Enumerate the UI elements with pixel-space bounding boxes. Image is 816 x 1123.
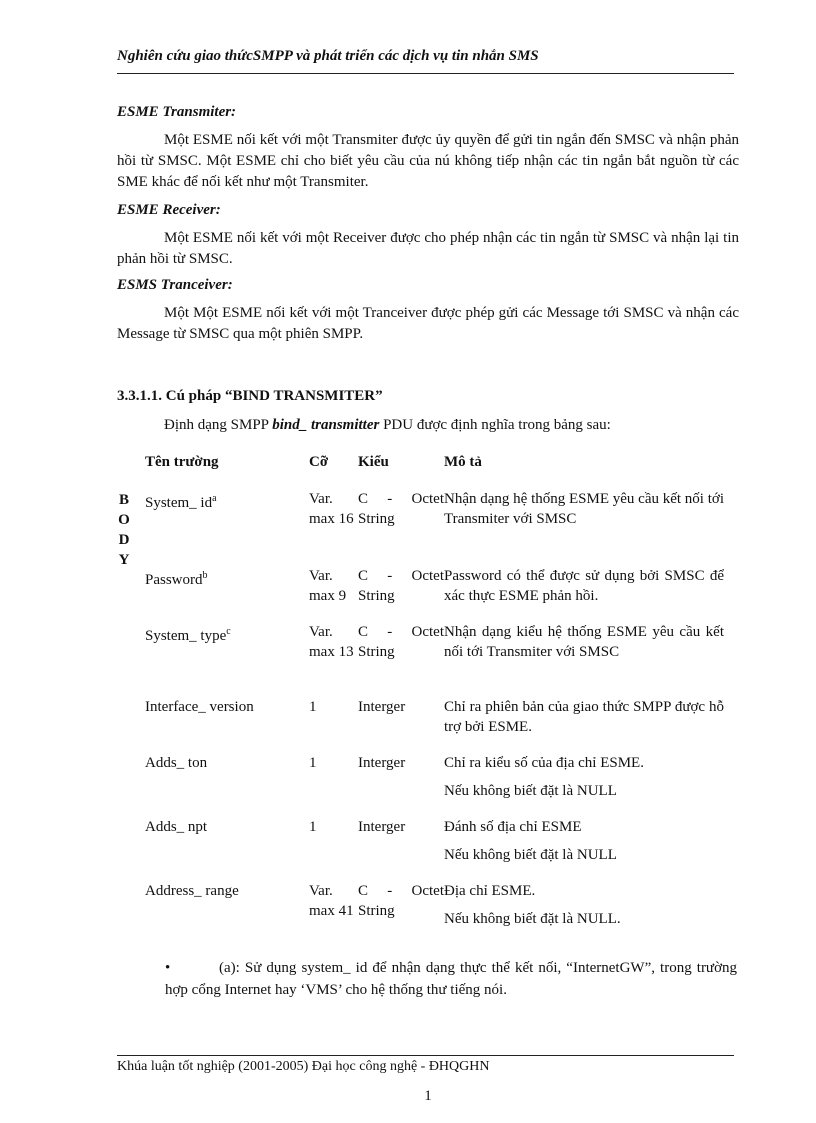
field-size: 1 xyxy=(309,819,317,835)
intro-after: PDU được định nghĩa trong bảng sau: xyxy=(379,417,611,433)
description-line: Nếu không biết đặt là NULL xyxy=(444,783,617,799)
field-size: 1 xyxy=(309,699,317,715)
field-description xyxy=(444,817,724,865)
body-letter: D xyxy=(118,532,130,548)
intro-pdu-name: bind_ transmitter xyxy=(272,417,380,433)
description-line: Nhận dạng hệ thống ESME yêu cầu kết nối tới Transmiter với SMSC xyxy=(444,491,724,527)
field-name-text: Adds_ npt xyxy=(145,819,208,835)
description-line: Chỉ ra phiên bản của giao thức SMPP được hỗ trợ bởi ESME. xyxy=(444,699,724,735)
footer-rule xyxy=(117,1055,734,1056)
col-header-type: Kiểu xyxy=(358,454,389,470)
page-number: 1 xyxy=(424,1088,432,1104)
field-type: Interger xyxy=(358,755,406,771)
col-header-desc: Mô tả xyxy=(444,454,482,470)
field-name-text: Interface_ version xyxy=(145,699,254,715)
field-name-text: System_ type xyxy=(145,628,227,644)
section-heading-tranceiver: ESMS Tranceiver: xyxy=(117,277,233,293)
intro-before: Định dạng SMPP xyxy=(164,417,273,433)
body-vertical-label xyxy=(117,490,131,570)
field-type: C - Octet String xyxy=(358,568,444,604)
field-name xyxy=(145,697,305,717)
field-description xyxy=(444,566,724,606)
section-heading-receiver: ESME Receiver: xyxy=(117,202,221,218)
field-name-text: Adds_ ton xyxy=(145,755,208,771)
field-description xyxy=(444,753,724,801)
body-letter: O xyxy=(118,512,130,528)
field-size: 1 xyxy=(309,755,317,771)
description-line: Nhận dạng kiểu hệ thống ESME yêu cầu kết nối tới Transmiter với SMSC xyxy=(444,624,724,660)
header-rule xyxy=(117,73,734,74)
field-size: Var. max 9 xyxy=(309,568,347,604)
description-line: Password có thể được sử dụng bởi SMSC để xác thực ESME phản hồi. xyxy=(444,568,724,604)
field-size: Var. max 13 xyxy=(309,624,354,660)
field-name xyxy=(145,489,305,513)
footnote-marker: b xyxy=(202,570,208,581)
col-header-name: Tên trường xyxy=(145,454,219,470)
col-header-size: Cỡ xyxy=(309,454,329,470)
subsection-title: 3.3.1.1. Cú pháp “BIND TRANSMITER” xyxy=(117,388,383,404)
body-letter: Y xyxy=(118,552,130,568)
section-text-receiver: Một ESME nối kết với một Receiver được cho phép nhận các tin ngắn từ SMSC và nhận lại tin phản hồi từ SMSC. xyxy=(117,230,739,267)
field-name-text: System_ id xyxy=(145,495,213,511)
footnote-marker: a xyxy=(212,493,217,504)
description-line: Địa chỉ ESME. xyxy=(444,883,536,899)
bullet-text: (a): Sử dụng system_ id để nhận dạng thực thể kết nối, “InternetGW”, trong trường hợp cổng Internet hay ‘VMS’ cho hệ thống thư tiếng nói. xyxy=(165,960,737,998)
field-name xyxy=(145,817,305,837)
footnote-marker: c xyxy=(226,626,231,637)
section-text-transmiter: Một ESME nối kết với một Transmiter được ủy quyền để gửi tin ngắn đến SMSC và nhận phản hồi từ SMSC. Một ESME chỉ cho biết yêu cầu của nú không tiếp nhận các tin ngắn bắt nguồn từ các SME khác để nối kết như một Transmiter. xyxy=(117,132,739,190)
field-description xyxy=(444,881,724,929)
section-heading-transmiter: ESME Transmiter: xyxy=(117,104,237,120)
field-name xyxy=(145,881,305,901)
field-type: Interger xyxy=(358,819,406,835)
description-line: Chỉ ra kiểu số của địa chỉ ESME. xyxy=(444,755,644,771)
body-letter: B xyxy=(118,492,129,508)
table-intro xyxy=(164,417,611,434)
field-description xyxy=(444,489,724,529)
description-line: Nếu không biết đặt là NULL xyxy=(444,847,617,863)
field-type: C - Octet String xyxy=(358,491,444,527)
field-type: C - Octet String xyxy=(358,624,444,660)
bullet-symbol: • xyxy=(165,960,171,976)
field-name xyxy=(145,566,305,590)
field-size: Var. max 16 xyxy=(309,491,354,527)
page-header-title: Nghiên cứu giao thứcSMPP và phát triển các dịch vụ tin nhắn SMS xyxy=(117,48,539,64)
field-name-text: Address_ range xyxy=(145,883,239,899)
section-text-tranceiver: Một Một ESME nối kết với một Tranceiver được phép gửi các Message tới SMSC và nhận các Message từ SMSC qua một phiên SMPP. xyxy=(117,305,739,342)
field-type: C - Octet String xyxy=(358,883,444,919)
field-description xyxy=(444,697,724,737)
field-name xyxy=(145,753,305,773)
field-size: Var. max 41 xyxy=(309,883,354,919)
description-line: Đánh số địa chỉ ESME xyxy=(444,819,582,835)
description-line: Nếu không biết đặt là NULL. xyxy=(444,911,621,927)
field-description xyxy=(444,622,724,662)
field-name-text: Password xyxy=(145,572,203,588)
footer-text: Khúa luận tốt nghiệp (2001-2005) Đại học công nghệ - ĐHQGHN xyxy=(117,1059,490,1074)
field-name xyxy=(145,622,305,646)
field-type: Interger xyxy=(358,699,406,715)
